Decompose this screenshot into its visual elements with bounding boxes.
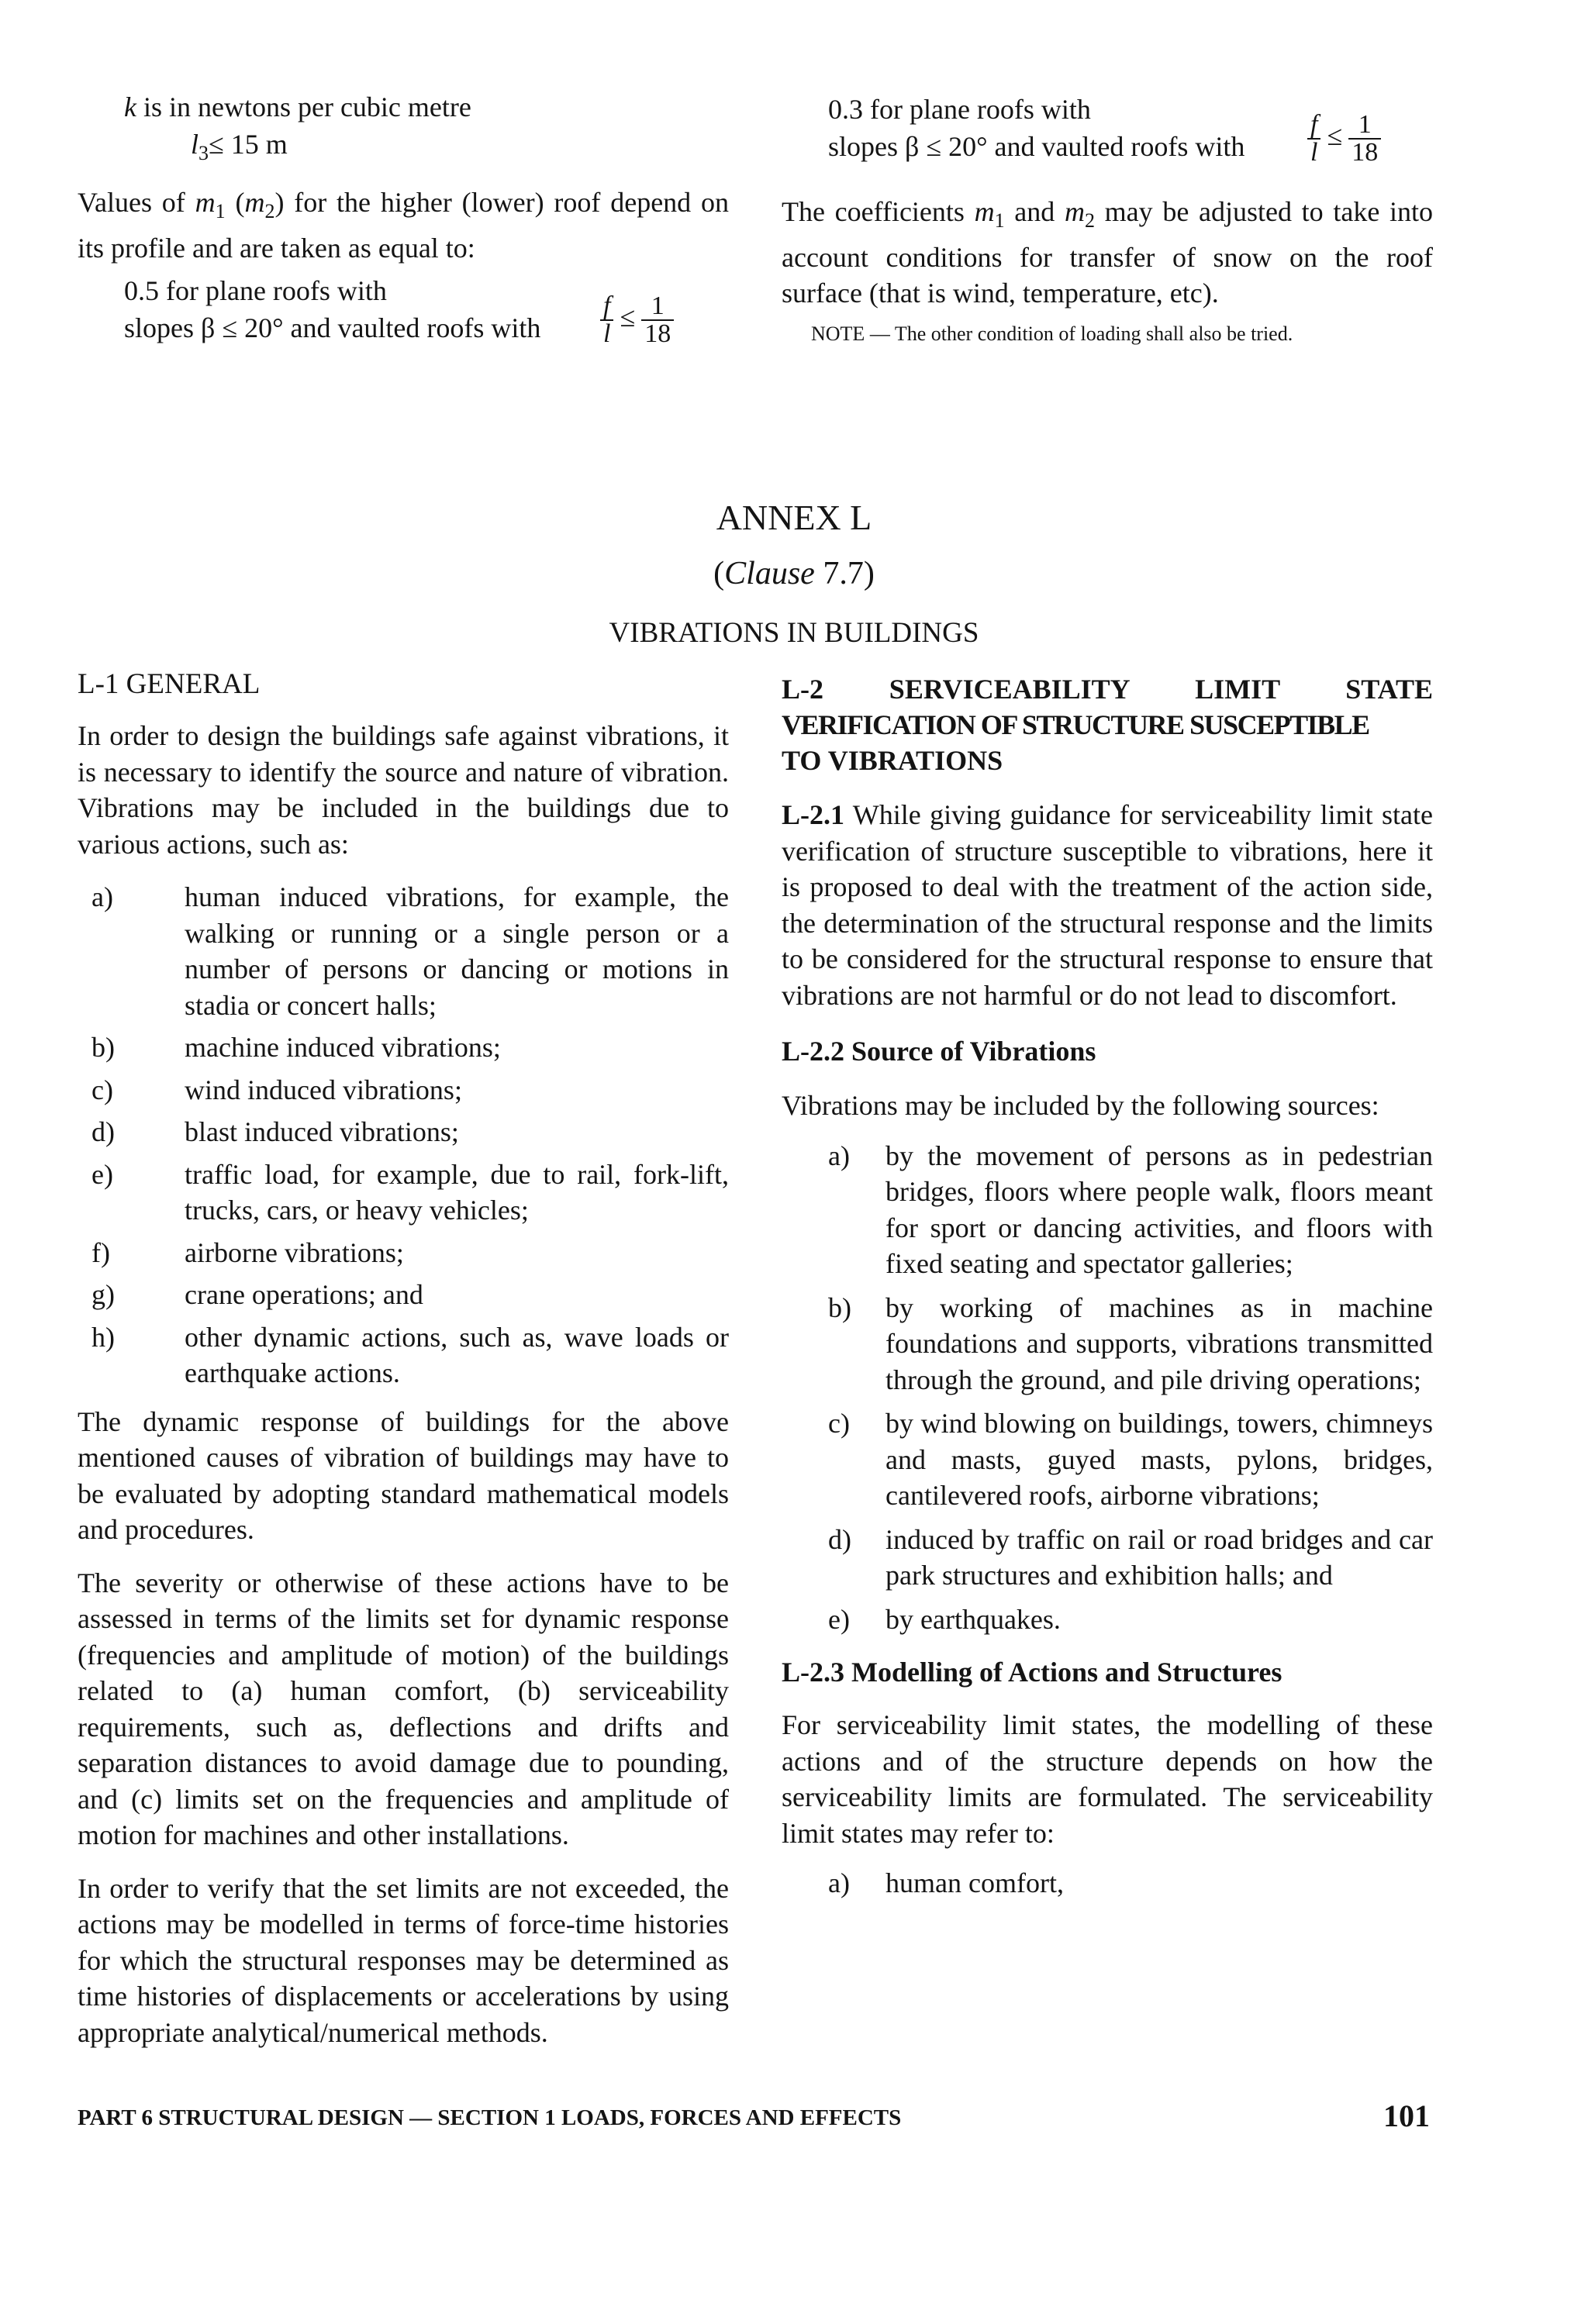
- list-item-text: airborne vibrations;: [185, 1236, 404, 1268]
- l22-source-list: [828, 1138, 1433, 1638]
- list-item-text: by earthquakes.: [885, 1603, 1061, 1635]
- list-item-marker: c): [828, 1408, 850, 1439]
- annex-clause: (Clause 7.7): [713, 556, 875, 591]
- l3-limit: [191, 126, 288, 171]
- left-column: [78, 667, 729, 2050]
- list-item: [91, 1319, 729, 1391]
- list-item: [828, 1602, 1433, 1638]
- list-item-marker: e): [828, 1603, 850, 1635]
- values-paragraph: Values of $m_1$ $(m_2)$ for the higher (lower) roof depend on its profile and are taken as equal to:: [78, 187, 729, 264]
- list-item-text: by wind blowing on buildings, towers, chimneys and masts, guyed masts, pylons, bridges, cantilevered roofs, airborne vibrations;: [885, 1408, 1433, 1511]
- l23-paragraph: For serviceability limit states, the modelling of these actions and of the structure depends on how the serviceability limits are formulated. The serviceability limit states may refer to:: [782, 1709, 1433, 1849]
- list-item: [91, 1029, 729, 1066]
- list-item-text: other dynamic actions, such as, wave loads or earthquake actions.: [185, 1321, 729, 1388]
- list-item-marker: a): [828, 1140, 850, 1171]
- list-item-text: machine induced vibrations;: [185, 1032, 501, 1063]
- list-item: [828, 1290, 1433, 1398]
- value-a-line1: 0.5 for plane roofs with: [124, 275, 387, 306]
- list-item: [828, 1138, 1433, 1282]
- loading-note: NOTE — The other condition of loading shall also be tried.: [811, 322, 1293, 345]
- list-item-text: blast induced vibrations;: [185, 1116, 459, 1147]
- l22-intro: Vibrations may be included by the following sources:: [782, 1090, 1379, 1121]
- k-symbol: k: [124, 91, 136, 122]
- list-item-text: wind induced vibrations;: [185, 1074, 462, 1105]
- l23-heading: L-2.3 Modelling of Actions and Structures: [782, 1657, 1282, 1688]
- l3-symbol: l: [191, 129, 199, 160]
- page-number: 101: [1383, 2098, 1430, 2133]
- list-item: [91, 1114, 729, 1150]
- value-b-line1: 0.3 for plane roofs with: [828, 94, 1091, 125]
- list-item: [828, 1865, 1433, 1902]
- section-heading-l2-line2: VERIFICATION OF STRUCTURE SUSCEPTIBLE: [782, 709, 1369, 740]
- list-item: [828, 1522, 1433, 1594]
- page-footer: PART 6 STRUCTURAL DESIGN — SECTION 1 LOADS, FORCES AND EFFECTS: [78, 2105, 902, 2130]
- list-item-marker: d): [828, 1523, 851, 1555]
- annex-title: ANNEX L: [716, 498, 872, 537]
- list-item-text: human induced vibrations, for example, the walking or running or a single person or a number of persons or dancing or motions in stadia or concert halls;: [185, 881, 729, 1021]
- l21-number: L-2.1: [782, 799, 844, 830]
- list-item-marker: h): [91, 1321, 115, 1353]
- list-item-marker: f): [91, 1236, 110, 1268]
- l3-subscript: 3: [198, 142, 209, 164]
- list-item-marker: e): [91, 1158, 113, 1190]
- list-item-marker: a): [91, 881, 113, 912]
- list-item: [91, 1072, 729, 1109]
- list-item-marker: b): [828, 1291, 851, 1323]
- l1-intro: In order to design the buildings safe against vibrations, it is necessary to identify the source and nature of vibration. Vibrations may be included in the buildings due to various actions, such as:: [78, 720, 729, 860]
- list-item: [91, 1235, 729, 1271]
- value-b-line2: slopes β ≤ 20° and vaulted roofs with: [828, 131, 1245, 162]
- list-item: [828, 1405, 1433, 1514]
- section-heading-l2-line3: TO VIBRATIONS: [782, 745, 1003, 776]
- fraction-f-over-l-a: $\frac{f}{l}$ ≤ $\frac{1}{18}$: [597, 293, 677, 347]
- l23-limit-list: [828, 1865, 1433, 1902]
- list-item-text: traffic load, for example, due to rail, fork-lift, trucks, cars, or heavy vehicles;: [185, 1158, 729, 1226]
- value-a-line2: slopes β ≤ 20° and vaulted roofs with: [124, 312, 541, 343]
- l1-paragraph-2: The dynamic response of buildings for the above mentioned causes of vibration of buildings may have to be evaluated by adopting standard mathematical models and procedures.: [78, 1405, 729, 1545]
- list-item-marker: b): [91, 1032, 115, 1063]
- list-item: [91, 1277, 729, 1313]
- list-item-marker: d): [91, 1116, 115, 1147]
- l1-paragraph-3: The severity or otherwise of these actions have to be assessed in terms of the limits set for dynamic response (frequencies and amplitude of motion) of the buildings related to (a) human comfort, (b) serviceability requirements, such as, deflections and drifts and separation distances to avoid damage due to pounding, and (c) limits set on the frequencies and amplitude of motion for machines and other installations.: [78, 1567, 729, 1850]
- list-item: [91, 1157, 729, 1229]
- section-heading-l1: L-1 GENERAL: [78, 668, 261, 700]
- l3-value: ≤ 15 m: [209, 129, 288, 160]
- list-item-text: crane operations; and: [185, 1279, 423, 1310]
- l1-action-list: [91, 879, 729, 1391]
- list-item-marker: g): [91, 1279, 115, 1310]
- list-item-text: human comfort,: [885, 1867, 1064, 1898]
- annex-subtitle: VIBRATIONS IN BUILDINGS: [609, 617, 979, 649]
- fraction-f-over-l-b: $\frac{f}{l}$ ≤ $\frac{1}{18}$: [1304, 112, 1384, 166]
- list-item-text: by the movement of persons as in pedestrian bridges, floors where people walk, floors meant for sport or dancing activities, and floors with fixed seating and spectator galleries;: [885, 1140, 1433, 1279]
- l21-paragraph: L-2.1 While giving guidance for serviceability limit state verification of structure susceptible to vibrations, here it is proposed to deal with the treatment of the action side, the determination of the structural response and the limits to be considered for the structural response to ensure that vibrations are not harmful or do not lead to discomfort.: [782, 799, 1433, 1011]
- section-heading-l2-line1: L-2 SERVICEABILITY LIMIT STATE: [782, 674, 1433, 705]
- right-column: [782, 671, 1433, 1902]
- list-item-text: induced by traffic on rail or road bridges and car park structures and exhibition halls; and: [885, 1523, 1433, 1591]
- list-item-marker: c): [91, 1074, 113, 1105]
- l1-paragraph-4: In order to verify that the set limits are not exceeded, the actions may be modelled in terms of force-time histories for which the structural responses may be determined as time histories of displacements or accelerations by using appropriate analytical/numerical methods.: [78, 1872, 729, 2048]
- k-text: is in newtons per cubic metre: [136, 91, 471, 122]
- list-item: [91, 879, 729, 1023]
- list-item-marker: a): [828, 1867, 850, 1898]
- list-item-text: by working of machines as in machine foundations and supports, vibrations transmitted through the ground, and pile driving operations;: [885, 1291, 1433, 1395]
- k-definition: [124, 89, 471, 125]
- coefficients-paragraph: The coefficients $m_1$ and $m_2$ may be adjusted to take into account conditions for transfer of snow on the roof surface (that is wind, temperature, etc).: [782, 196, 1433, 309]
- l22-heading: L-2.2 Source of Vibrations: [782, 1036, 1096, 1067]
